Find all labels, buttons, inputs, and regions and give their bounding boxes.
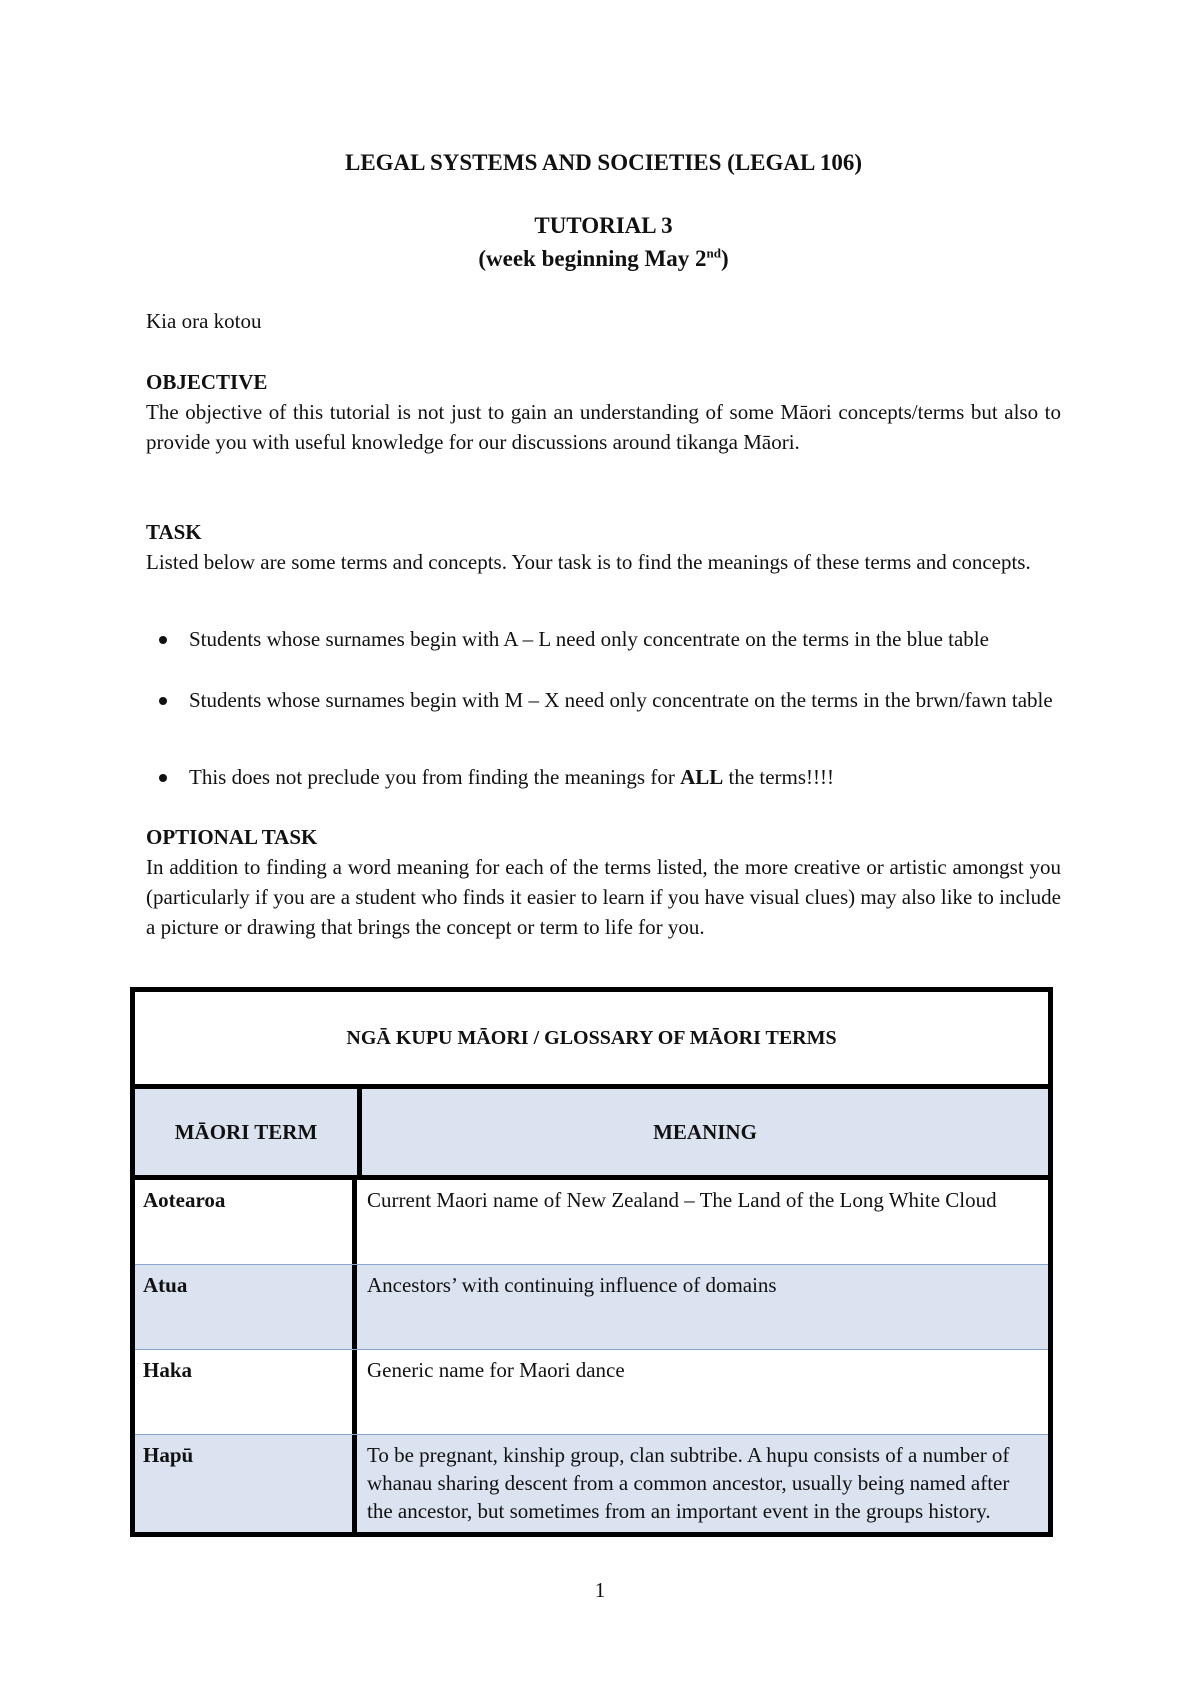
table-row [135,1350,1048,1435]
list-item [146,625,1061,654]
bullet-icon [159,774,167,782]
term-cell: Aotearoa [135,1180,357,1264]
greeting: Kia ora kotou [146,309,262,333]
table-row [135,1435,1048,1537]
bullet-icon [159,636,167,644]
objective-heading: OBJECTIVE [146,370,268,394]
table-row [135,1180,1048,1265]
course-title: LEGAL SYSTEMS AND SOCIETIES (LEGAL 106) [344,150,863,175]
term-cell: Atua [135,1265,357,1349]
list-item [146,686,1061,715]
term-cell: Haka [135,1350,357,1434]
optional-task-heading: OPTIONAL TASK [146,825,318,849]
term-cell: Hapū [135,1435,357,1537]
bullet-text-bold: ALL [680,765,724,789]
tutorial-title: TUTORIAL 3 [534,213,673,238]
glossary-title: NGĀ KUPU MĀORI / GLOSSARY OF MĀORI TERMS [135,992,1048,1089]
glossary-header-row [135,1089,1048,1180]
column-header-meaning: MEANING [653,1119,757,1144]
meaning-cell: Ancestors’ with continuing influence of domains [367,1273,777,1297]
task-heading: TASK [146,520,202,544]
task-text: Listed below are some terms and concepts. Your task is to find the meanings of these terms and concepts. [146,550,1031,574]
bullet-text-suffix: the terms!!!! [723,765,835,789]
meaning-cell: Current Maori name of New Zealand – The Land of the Long White Cloud [367,1188,997,1212]
bullet-text: Students whose surnames begin with A – L need only concentrate on the terms in the blue table [189,627,989,651]
week-prefix: (week beginning May 2 [478,246,707,271]
optional-task-text: In addition to finding a word meaning for each of the terms listed, the more creative or artistic amongst you (particularly if you are a student who finds it easier to learn if you have visual clues) may also like to include a picture or drawing that brings the concept or term to life for you. [146,855,1061,939]
objective-text: The objective of this tutorial is not just to gain an understanding of some Māori concepts/terms but also to provide you with useful knowledge for our discussions around tikanga Māori. [146,400,1061,454]
bullet-icon [159,697,167,705]
column-header-term: MĀORI TERM [135,1089,362,1175]
tutorial-week [146,246,1061,272]
week-superscript: nd [706,245,721,261]
table-row [135,1265,1048,1350]
list-item [146,763,1061,792]
bullet-text-prefix: This does not preclude you from finding the meanings for [189,765,681,789]
glossary-table [130,987,1053,1537]
bullet-text: Students whose surnames begin with M – X need only concentrate on the terms in the brwn/fawn table [189,688,1053,712]
week-suffix: ) [720,246,729,271]
page-number: 1 [594,1578,606,1602]
meaning-cell: Generic name for Maori dance [367,1358,625,1382]
bullet-text [189,763,1061,792]
meaning-cell: To be pregnant, kinship group, clan subtribe. A hupu consists of a number of whanau sharing descent from a common ancestor, usually being named after the ancestor, but sometimes from an important event in the groups history. [367,1443,1010,1523]
